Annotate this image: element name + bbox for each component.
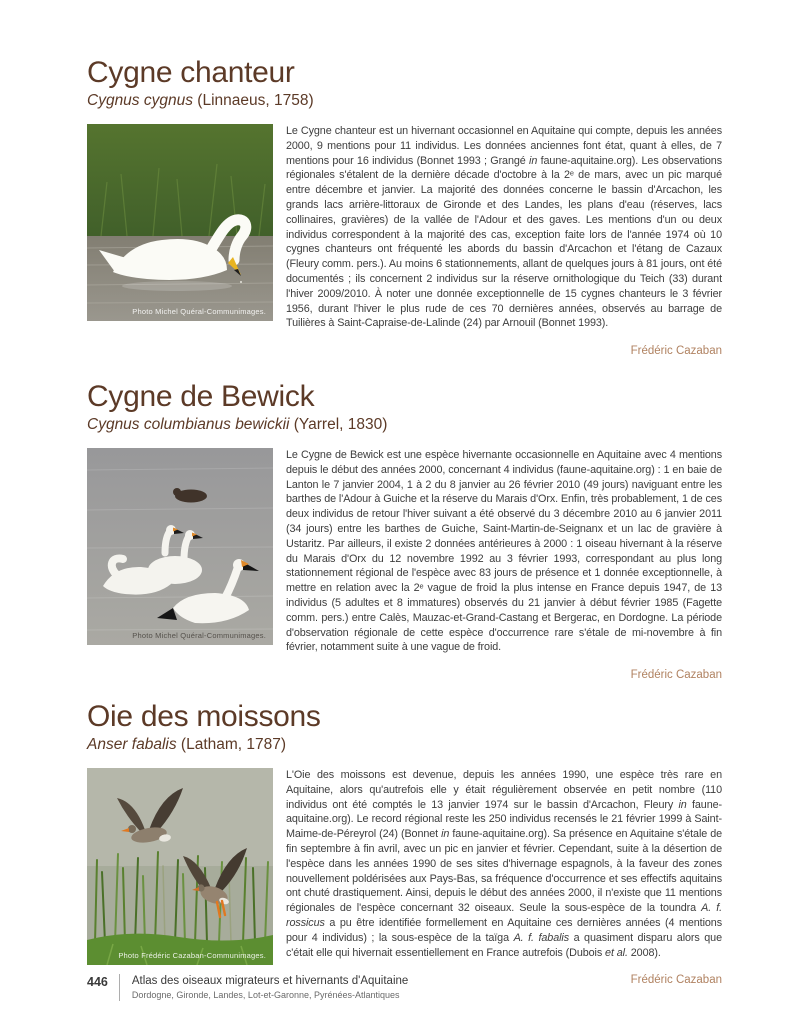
species-section-oie-des-moissons <box>87 700 722 986</box>
section-content <box>87 448 722 681</box>
species-scientific-name <box>87 91 722 111</box>
bean-geese-photo <box>87 768 273 965</box>
section-content <box>87 768 722 986</box>
author-byline: Frédéric Cazaban <box>630 345 722 358</box>
whooper-swan-illustration <box>87 124 273 321</box>
photo-credit: Photo Michel Quéral-Communimages. <box>132 631 266 640</box>
species-title: Cygne de Bewick <box>87 380 315 413</box>
species-scientific-name <box>87 735 722 755</box>
species-section-cygne-chanteur <box>87 56 722 357</box>
bewick-swans-illustration <box>87 448 273 645</box>
photo-credit: Photo Frédéric Cazaban-Communimages. <box>118 951 266 960</box>
photo-credit: Photo Michel Quéral-Communimages. <box>132 307 266 316</box>
species-account-text: Le Cygne chanteur est un hivernant occasionnel en Aquitaine qui compte, depuis les années 2000, 9 mentions pour 11 individus. Les données anciennes font état, quant à elles, de 7 mentions pour 16 individus (Bonnet 1993 ; Grangé in faune-aquitaine.org). Les observations régionales s'étalent de la dernière décade d'octobre à la 2ᵉ de mars, avec un pic marqué entre décembre et janvier. La majorité des données concerne le bassin d'Arcachon, les grands lacs arrière-littoraux de Gironde et des Landes, les plans d'eau (réserves, lacs collinaires, gravières) de la vallée de l'Adour et des gaves. Les mentions d'un ou deux individus correspondent à la majorité des cas, exception faite lors de l'année 1974 où 10 cygnes chanteurs ont fréquenté les abords du bassin d'Arcachon et l'étang de Cazaux (Fleury comm. pers.). Au moins 6 stationnements, allant de quelques jours à 81 jours, ont été documentés ; ils concernent 2 individus sur la réserve ornithologique du Teich (33) durant l'hiver 2009/2010. À noter une donnée exceptionnelle de 15 cygnes chanteurs le 3 février 1956, durant l'hiver le plus rude de ces 70 dernières années, observés au barrage de Tuilières à Saint-Capraise-de-Lalinde (24) par Arnouil (Bonnet 1993). <box>286 125 722 330</box>
authority: (Latham, 1787) <box>176 736 287 753</box>
whooper-swan-photo <box>87 124 273 321</box>
bean-geese-illustration <box>87 768 273 965</box>
section-content <box>87 124 722 357</box>
author-byline: Frédéric Cazaban <box>630 974 722 987</box>
species-text-column <box>286 124 722 357</box>
latin-name: Cygnus columbianus bewickii <box>87 416 290 433</box>
bewick-swans-photo <box>87 448 273 645</box>
species-title: Oie des moissons <box>87 700 321 733</box>
author-byline: Frédéric Cazaban <box>630 669 722 682</box>
species-section-cygne-de-bewick <box>87 380 722 681</box>
latin-name: Anser fabalis <box>87 736 177 753</box>
page-footer <box>87 974 408 1001</box>
species-scientific-name <box>87 415 722 435</box>
footer-book-title: Atlas des oiseaux migrateurs et hivernants d'Aquitaine <box>131 975 409 987</box>
authority: (Yarrel, 1830) <box>289 416 388 433</box>
footer-book-info <box>119 974 408 1001</box>
species-text-column <box>286 448 722 681</box>
footer-book-subtitle: Dordogne, Gironde, Landes, Lot-et-Garonne, Pyrénées-Atlantiques <box>131 990 400 1000</box>
page-number: 446 <box>87 975 108 989</box>
species-title: Cygne chanteur <box>87 56 295 89</box>
species-account-text: Le Cygne de Bewick est une espèce hivernante occasionnelle en Aquitaine avec 4 mentions depuis le début des années 2000, concernant 4 individus (faune-aquitaine.org) : 1 en baie de Lanton le 7 janvier 2004, 1 à 2 du 8 janvier au 26 février 2010 (49 jours) naviguant entre les barthes de l'Adour à Guiche et la réserve du Marais d'Orx. Enfin, très probablement, 1 de ces deux individus de retour l'hiver suivant a été observé du 3 décembre 2010 au 6 janvier 2011 (34 jours) entre les barthes de Guiche, Saint-Martin-de-Seignanx et un lac de gravière à Ustaritz. Par ailleurs, il existe 2 données antérieures à 2000 : 1 oiseau hivernant à la réserve du Marais d'Orx du 12 novembre 1992 au 3 février 1993, correspondant au plus long stationnement régional de l'espèce avec 83 jours de présence et 1 donnée exceptionnelle, à mettre en relation avec la 2ᵉ vague de froid la plus intense en France depuis 1947, de 13 individus (5 adultes et 8 immatures) observés du 21 janvier à début février 1985 (Fagette comm. pers.) entre Calès, Mauzac-et-Grand-Castang et Bergerac, en Dordogne. La période d'observation régionale de cette espèce d'occurrence rare s'étale de mi-novembre à fin février, notamment suite à une vague de froid. <box>286 449 722 654</box>
authority: (Linnaeus, 1758) <box>192 92 314 109</box>
species-account-text: L'Oie des moissons est devenue, depuis les années 1990, une espèce très rare en Aquitaine, alors qu'autrefois elle y était régulièrement observée en petit nombre (110 individus ont été comptés le 13 janvier 1974 sur le bassin d'Arcachon, Fleury in faune-aquitaine.org). Le record régional reste les 250 individus recensés le 21 février 1999 à Saint-Maime-de-Péreyrol (24) (Bonnet in faune-aquitaine.org). Sa présence en Aquitaine s'étale de fin septembre à fin avril, avec un pic en janvier et février. Cependant, suite à la désertion de l'espèce dans les années 1990 de ses sites d'hivernage espagnols, à la faveur des zones nouvellement poldérisées aux Pays-Bas, sa fréquence d'occurrence et ses effectifs aquitains ont chuté drastiquement. Ainsi, depuis le début des années 2000, il n'existe que 11 mentions régionales de l'espèce concernant 32 oiseaux. Seule la sous-espèce de la toundra A. f. rossicus a pu être identifiée formellement en Aquitaine ces dernières années (4 mentions pour 4 individus) ; la sous-espèce de la taïga A. f. fabalis a quasiment disparu alors que c'était elle qui hivernait essentiellement en France autrefois (Dubois et al. 2008). <box>286 769 723 959</box>
latin-name: Cygnus cygnus <box>87 92 193 109</box>
species-text-column <box>286 768 722 986</box>
